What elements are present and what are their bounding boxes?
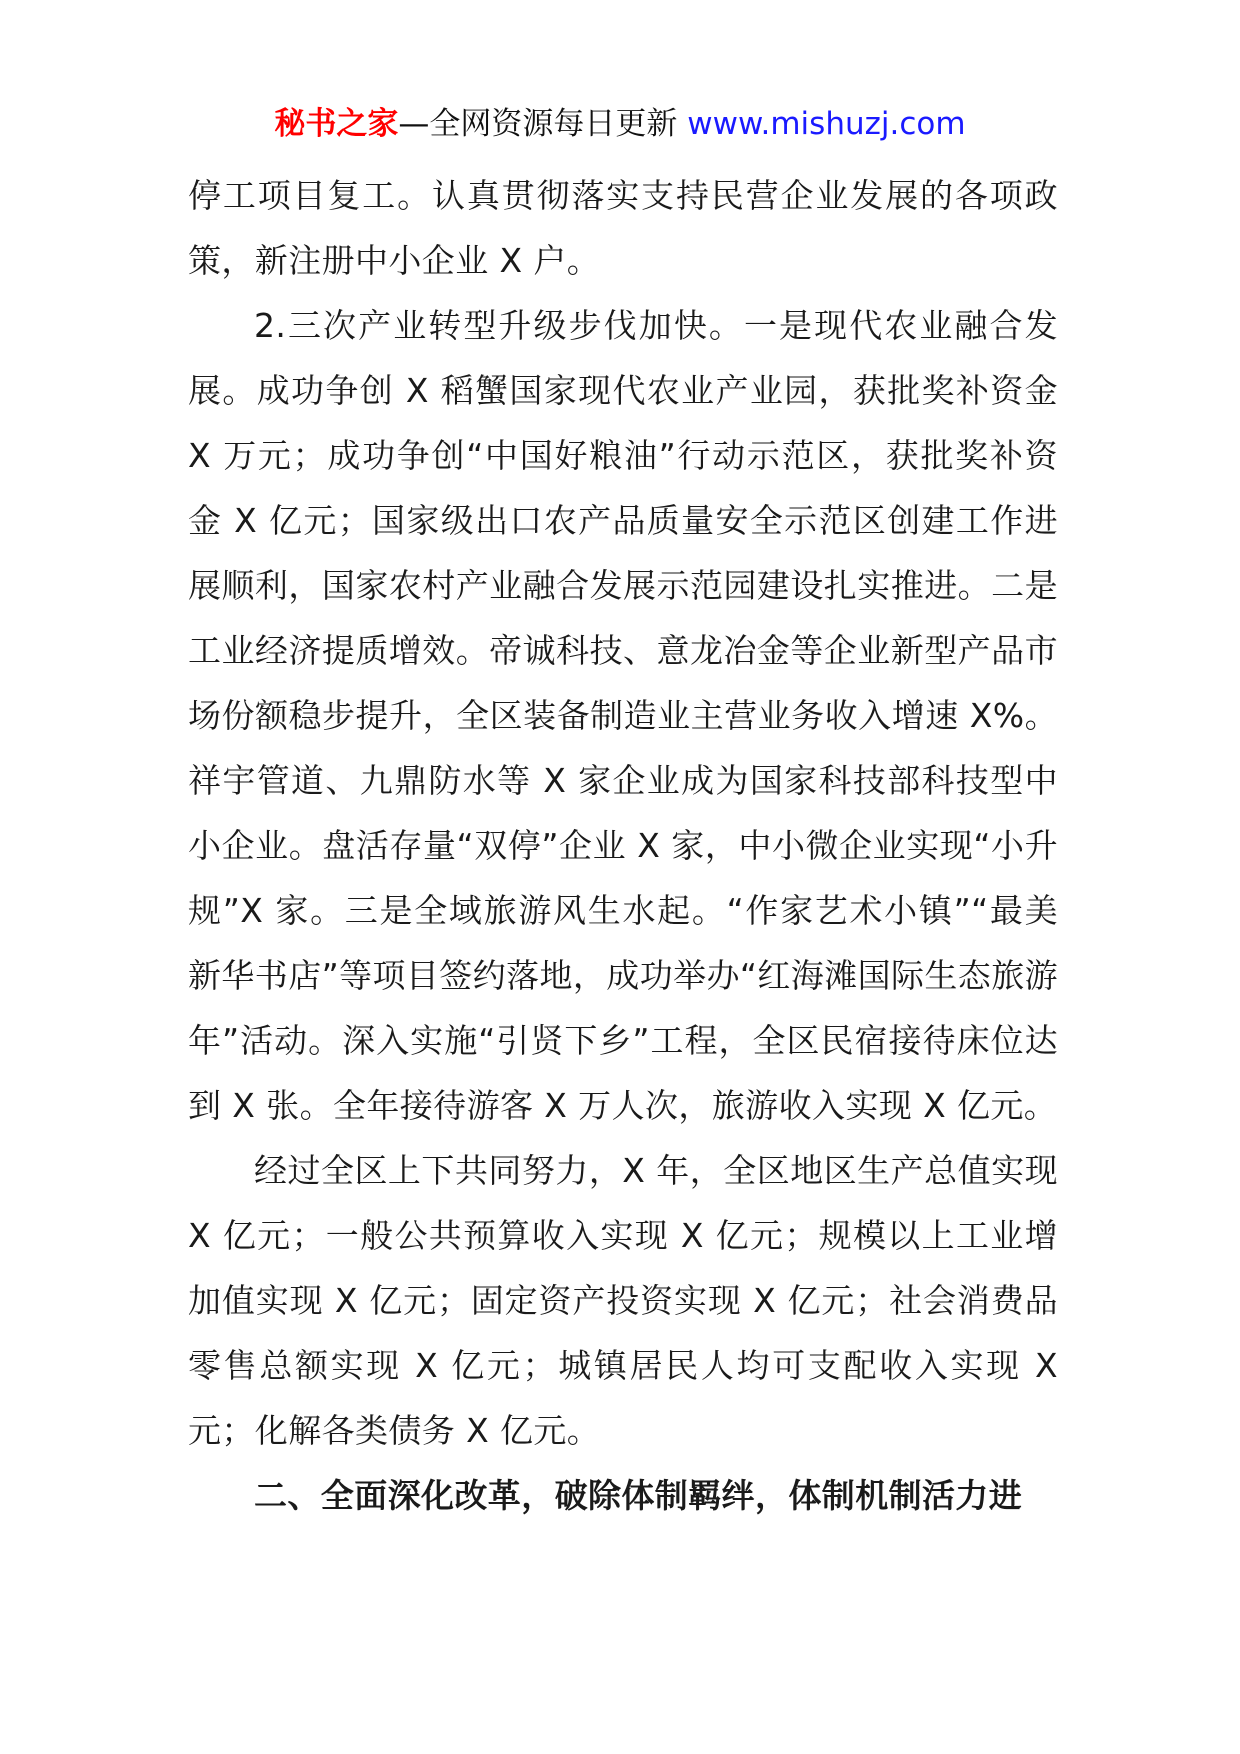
page-header bbox=[0, 100, 1240, 148]
header-url-link[interactable]: www.mishuzj.com bbox=[687, 106, 966, 142]
section-heading-reform: 二、全面深化改革，破除体制羁绊，体制机制活力进 bbox=[254, 1476, 1023, 1515]
header-tagline: —全网资源每日更新 bbox=[398, 106, 688, 142]
paragraph-industry-upgrade: 2.三次产业转型升级步伐加快。一是现代农业融合发展。成功争创 X 稻蟹国家现代农业产业园，获批奖补资金 X 万元；成功争创“中国好粮油”行动示范区，获批奖补资金 X 亿元；国家级出口农产品质量安全示范区创建工作进展顺利，国家农村产业融合发展示范园建设扎实推进。二是工业经济提质增效。帝诚科技、意龙冶金等企业新型产品市场份额稳步提升，全区装备制造业主营业务收入增速 X%。祥宇管道、九鼎防水等 X 家企业成为国家科技部科技型中小企业。盘活存量“双停”企业 X 家，中小微企业实现“小升规”X 家。三是全域旅游风生水起。“作家艺术小镇”“最美新华书店”等项目签约落地，成功举办“红海滩国际生态旅游年”活动。深入实施“引贤下乡”工程，全区民宿接待床位达到 X 张。全年接待游客 X 万人次，旅游收入实现 X 亿元。 bbox=[188, 306, 1058, 1125]
paragraph-economic-summary: 经过全区上下共同努力，X 年，全区地区生产总值实现 X 亿元；一般公共预算收入实现 X 亿元；规模以上工业增加值实现 X 亿元；固定资产投资实现 X 亿元；社会消费品零售总额实现 X 亿元；城镇居民人均可支配收入实现 X 元；化解各类债务 X 亿元。 bbox=[188, 1151, 1058, 1450]
paragraph-continuation: 停工项目复工。认真贯彻落实支持民营企业发展的各项政策，新注册中小企业 X 户。 bbox=[188, 176, 1058, 280]
document-body bbox=[188, 163, 1058, 1528]
header-brand: 秘书之家 bbox=[274, 106, 399, 142]
